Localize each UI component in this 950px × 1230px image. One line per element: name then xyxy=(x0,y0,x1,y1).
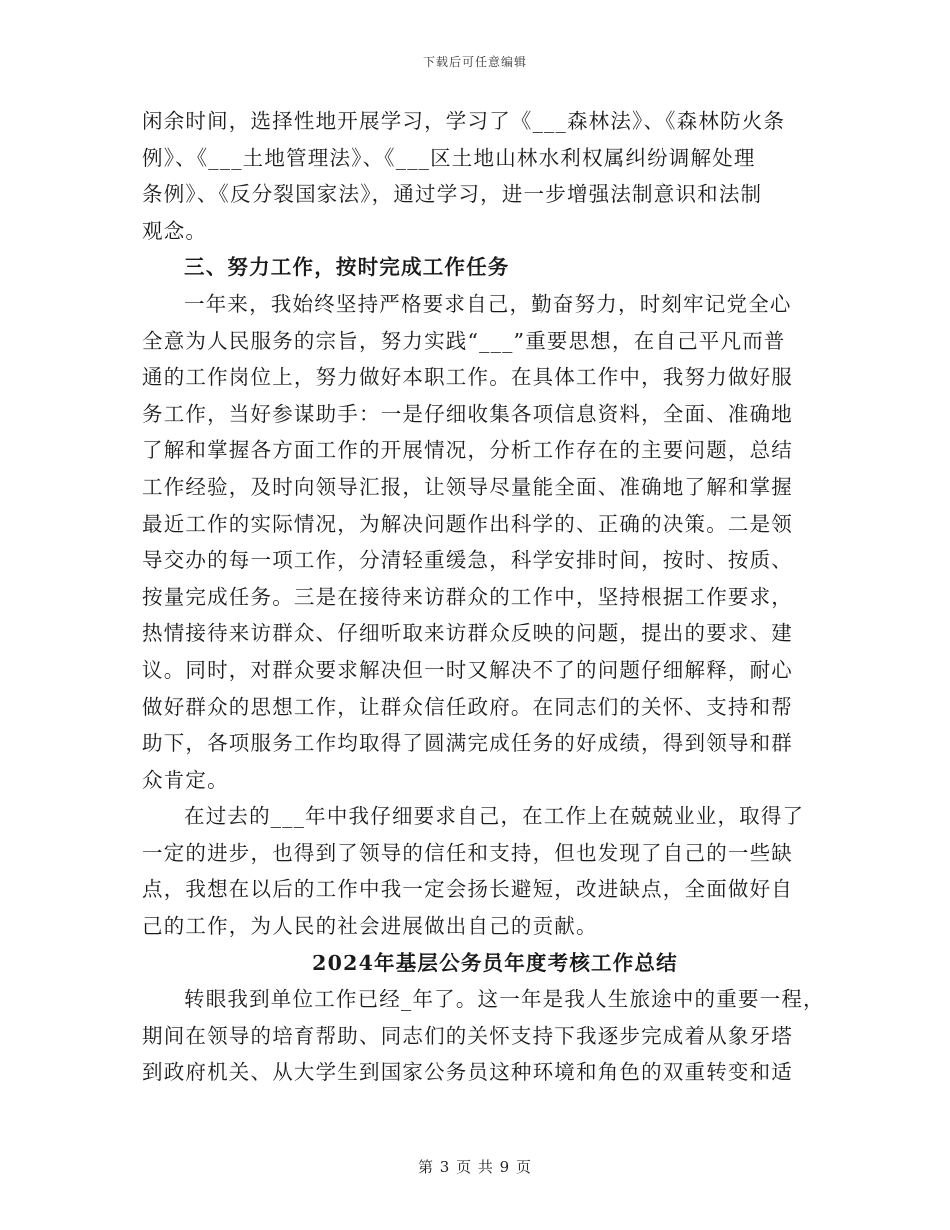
page-footer: 第 3 页 共 9 页 xyxy=(418,1158,532,1176)
text-line: 一定的进步，也得到了领导的信任和支持，但也发现了自己的一些缺 xyxy=(142,840,793,865)
text-line: 导交办的每一项工作，分清轻重缓急，科学安排时间，按时、按质、 xyxy=(142,548,793,573)
paragraph-conclusion xyxy=(142,798,812,944)
text-line: 最近工作的实际情况，为解决问题作出科学的、正确的决策。二是领 xyxy=(142,511,793,536)
text-line: 条例》、《反分裂国家法》，通过学习，进一步增强法制意识和法制 xyxy=(142,182,763,207)
text-line: 热情接待来访群众、仔细听取来访群众反映的问题，提出的要求、建 xyxy=(142,621,793,646)
paragraph-intro xyxy=(142,981,825,1091)
text-line: 了解和掌握各方面工作的开展情况，分析工作存在的主要问题，总结 xyxy=(142,438,793,463)
page-header: 下载后可任意编辑 xyxy=(422,55,527,69)
text-line: 点，我想在以后的工作中我一定会扬长避短，改进缺点，全面做好自 xyxy=(142,877,793,902)
text-line: 在过去的___年中我仔细要求自己，在工作上在兢兢业业，取得了 xyxy=(184,804,805,829)
text-line: 期间在领导的培育帮助、同志们的关怀支持下我逐步完成着从象牙塔 xyxy=(142,1023,793,1048)
paragraph-work xyxy=(142,286,812,798)
text-line: 按量完成任务。三是在接待来访群众的工作中，坚持根据工作要求， xyxy=(142,584,793,609)
text-line: 众肯定。 xyxy=(142,767,229,792)
text-line: 己的工作，为人民的社会进展做出自己的贡献。 xyxy=(142,914,598,939)
text-line: 务工作，当好参谋助手：一是仔细收集各项信息资料，全面、准确地 xyxy=(142,401,793,426)
text-line: 一年来，我始终坚持严格要求自己，勤奋努力，时刻牢记党全心 xyxy=(184,291,792,316)
text-line: 闲余时间，选择性地开展学习，学习了《___森林法》、《森林防火条 xyxy=(142,109,786,133)
text-line: 到政府机关、从大学生到国家公务员这种环境和角色的双重转变和适 xyxy=(142,1060,793,1085)
text-line: 做好群众的思想工作，让群众信任政府。在同志们的关怀、支持和帮 xyxy=(142,694,793,719)
text-line: 例》、《___土地管理法》、《___区土地山林水利权属纠纷调解处理 xyxy=(142,145,756,170)
document-title: 2024年基层公务员年度考核工作总结 xyxy=(312,950,678,975)
text-line: 观念。 xyxy=(142,218,208,243)
text-line: 工作经验，及时向领导汇报，让领导尽量能全面、准确地了解和掌握 xyxy=(142,474,793,499)
text-line: 议。同时，对群众要求解决但一时又解决不了的问题仔细解释，耐心 xyxy=(142,657,793,682)
paragraph-study xyxy=(142,103,812,249)
text-line: 通的工作岗位上，努力做好本职工作。在具体工作中，我努力做好服 xyxy=(142,365,793,390)
text-line: 全意为人民服务的宗旨，努力实践“___”重要思想，在自己平凡而普 xyxy=(142,328,786,353)
section-heading: 三、努力工作，按时完成工作任务 xyxy=(184,255,510,280)
text-line: 转眼我到单位工作已经_年了。这一年是我人生旅途中的重要一程， xyxy=(184,987,825,1012)
text-line: 助下，各项服务工作均取得了圆满完成任务的好成绩，得到领导和群 xyxy=(142,731,793,756)
document-body xyxy=(142,103,825,1091)
